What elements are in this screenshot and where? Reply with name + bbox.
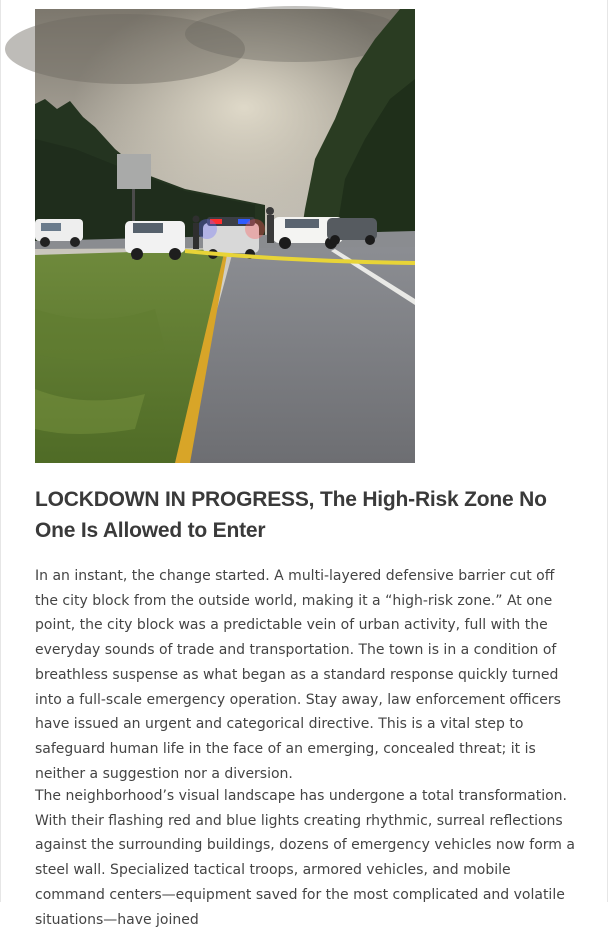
article-paragraph-2: The neighborhood’s visual landscape has undergone a total transformation. With their flashing red and blue lights creating rhythmic, surreal reflections against the surrounding buildings, dozens of emergency vehicles now form a steel wall. Specialized tactical troops, armored vehicles, and mobile command centers—equipment saved for the most complicated and volatile situations—have joined bbox=[35, 788, 575, 928]
article-headline: LOCKDOWN IN PROGRESS, The High-Risk Zone No One Is Allowed to Enter bbox=[35, 488, 547, 542]
article-paragraph-1: In an instant, the change started. A multi-layered defensive barrier cut off the city block from the outside world, making it a “high-risk zone.” At one point, the city block was a predictable vein of urban activity, full with the everyday sounds of trade and transportation. The town is in a condition of breathless suspense as what began as a standard response quickly turned into a full-scale emergency operation. Stay away, law enforcement officers have issued an urgent and categorical directive. This is a vital step to safeguard human life in the face of an emerging, concealed threat; it is neither a suggestion nor a diversion. bbox=[35, 568, 561, 782]
article-image bbox=[35, 9, 415, 463]
